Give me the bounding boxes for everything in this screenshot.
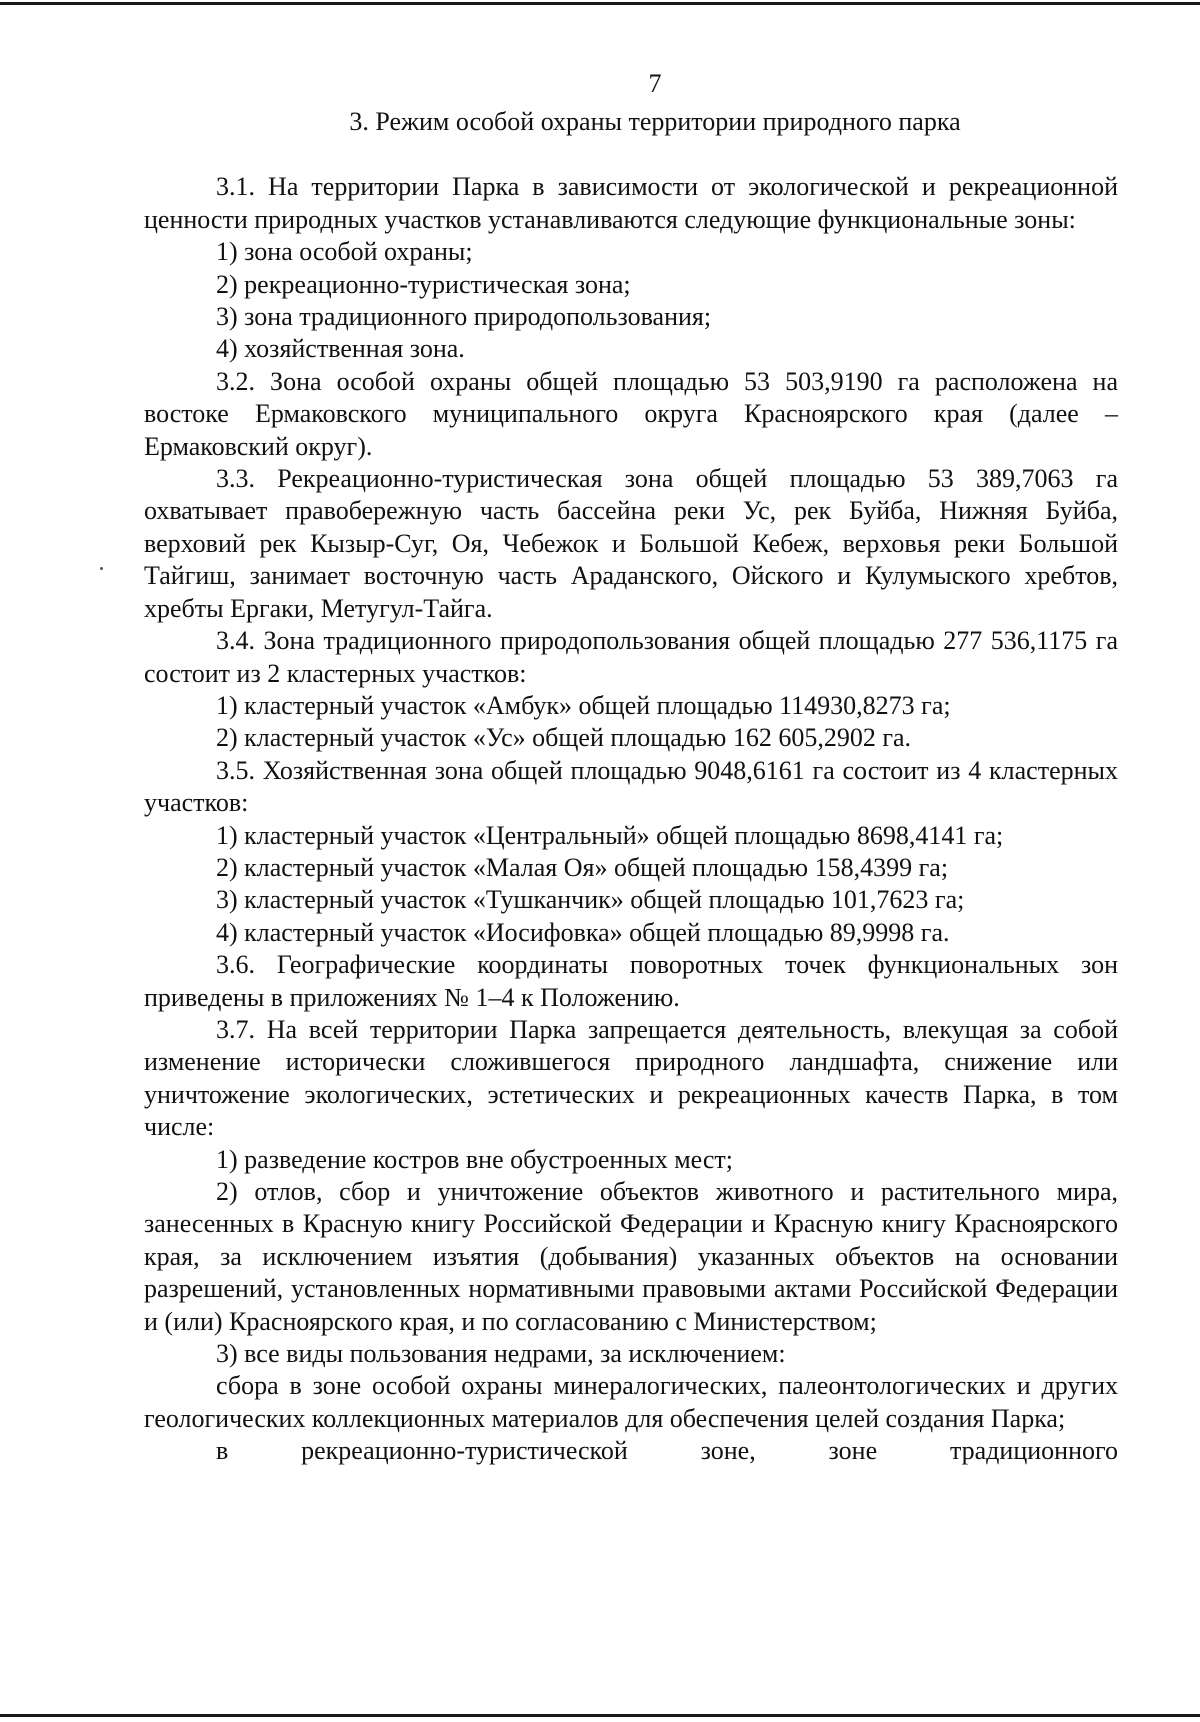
paragraph-3-6: 3.6. Географические координаты поворотных точек функциональных зон приведены в приложениях № 1–4 к Положению. xyxy=(144,950,1118,1012)
list-item-prohibition-2: 2) отлов, сбор и уничтожение объектов животного и растительного мира, занесенных в Красную книгу Российской Федерации и Красную книгу Красноярского края, за исключением изъятия (добывания) указанных объектов на основании разрешений, установленных нормативными правовыми актами Российской Федерации и (или) Красноярского края, и по согласованию с Министерством; xyxy=(144,1177,1118,1336)
list-item-cluster-us: 2) кластерный участок «Ус» общей площадью 162 605,2902 га. xyxy=(216,723,912,753)
list-item-prohibition-1: 1) разведение костров вне обустроенных мест; xyxy=(216,1144,733,1174)
paragraph-3-7: 3.7. На всей территории Парка запрещается деятельность, влекущая за собой изменение исторически сложившегося природного ландшафта, снижение или уничтожение экологических, эстетических и рекреационных качеств Парка, в том числе: xyxy=(144,1014,1118,1142)
scan-speck xyxy=(100,567,103,570)
paragraph-exception-zones: в рекреационно-туристической зоне, зоне традиционного xyxy=(216,1436,1118,1466)
scan-top-edge xyxy=(0,2,1200,5)
list-item-zone-3: 3) зона традиционного природопользования; xyxy=(216,302,712,332)
list-item-zone-4: 4) хозяйственная зона. xyxy=(216,334,465,364)
section-title: 3. Режим особой охраны территории природного парка xyxy=(349,107,961,136)
paragraph-3-4: 3.4. Зона традиционного природопользования общей площадью 277 536,1175 га состоит из 2 кластерных участков: xyxy=(144,626,1118,688)
paragraph-3-1: 3.1. На территории Парка в зависимости от экологической и рекреационной ценности природных участков устанавливаются следующие функциональные зоны: xyxy=(144,172,1118,234)
scan-bottom-edge xyxy=(0,1714,1200,1717)
list-item-cluster-ambuk: 1) кластерный участок «Амбук» общей площадью 114930,8273 га; xyxy=(216,690,951,720)
list-item-cluster-tushkanchik: 3) кластерный участок «Тушканчик» общей площадью 101,7623 га; xyxy=(216,885,965,915)
list-item-zone-1: 1) зона особой охраны; xyxy=(216,237,473,267)
list-item-cluster-malaya-oya: 2) кластерный участок «Малая Оя» общей площадью 158,4399 га; xyxy=(216,852,949,882)
paragraph-3-2: 3.2. Зона особой охраны общей площадью 53 503,9190 га расположена на востоке Ермаковского муниципального округа Красноярского края (далее – Ермаковский округ). xyxy=(144,366,1118,461)
paragraph-3-5: 3.5. Хозяйственная зона общей площадью 9048,6161 га состоит из 4 кластерных участков: xyxy=(144,755,1118,818)
list-item-zone-2: 2) рекреационно-туристическая зона; xyxy=(216,269,631,299)
document-body xyxy=(144,68,1118,1468)
paragraph-exception-collection: сбора в зоне особой охраны минералогических, палеонтологических и других геологических коллекционных материалов для обеспечения целей создания Парка; xyxy=(144,1371,1118,1433)
list-item-cluster-centralny: 1) кластерный участок «Центральный» общей площадью 8698,4141 га; xyxy=(216,820,1004,850)
page-number: 7 xyxy=(648,69,662,98)
paragraph-3-3: 3.3. Рекреационно-туристическая зона общей площадью 53 389,7063 га охватывает правобережную часть бассейна реки Ус, рек Буйба, Нижняя Буйба, верховий рек Кызыр-Суг, Оя, Чебежок и Большой Кебеж, верховья реки Большой Тайгиш, занимает восточную часть Араданского, Ойского и Кулумыского хребтов, хребты Ергаки, Метугул-Тайга. xyxy=(144,464,1118,623)
list-item-prohibition-3: 3) все виды пользования недрами, за исключением: xyxy=(216,1339,786,1369)
list-item-cluster-iosifovka: 4) кластерный участок «Иосифовка» общей площадью 89,9998 га. xyxy=(216,917,950,947)
